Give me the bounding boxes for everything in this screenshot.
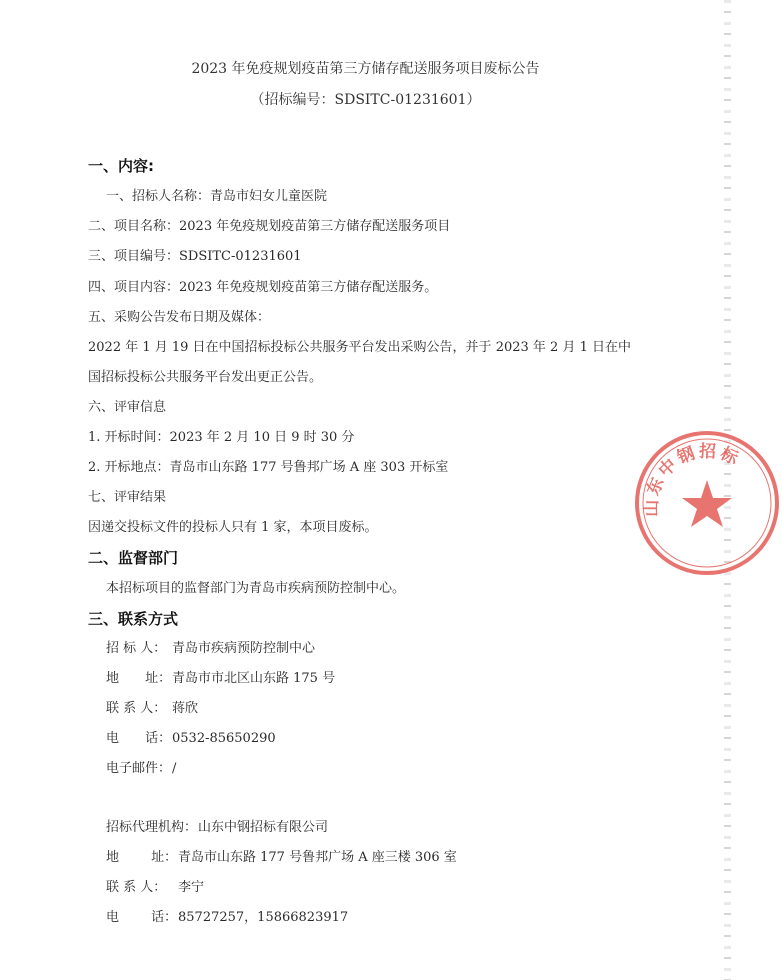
list-item: 国招标投标公共服务平台发出更正公告。 [88,370,323,385]
section-heading-content: 一、内容: [88,157,154,175]
list-item: 因递交投标文件的投标人只有 1 家，本项目废标。 [88,520,378,535]
section-heading-supervision: 二、监督部门 [88,549,179,567]
seal-text: 山东中钢招标 [641,441,744,517]
agency-address-label: 地 址： [106,850,178,865]
email-label: 电子邮件： [106,761,172,776]
list-item: 六、评审信息 [88,400,167,415]
document-title: 2023 年免疫规划疫苗第三方储存配送服务项目废标公告 [191,61,540,77]
tenderer-value: 青岛市疾病预防控制中心 [172,641,316,656]
address-label: 地 址： [106,671,172,686]
contact-label: 联 系 人： [106,701,167,716]
document-subtitle: （招标编号：SDSITC-01231601） [250,92,481,108]
agency-value: 山东中钢招标有限公司 [198,820,329,835]
agency-label: 招标代理机构： [106,820,198,835]
list-item: 2022 年 1 月 19 日在中国招标投标公共服务平台发出采购公告，并于 2023 年 2 月 1 日在中 [88,340,631,355]
agency-phone-value: 85727257，15866823917 [178,910,349,925]
list-item: 七、评审结果 [88,490,167,505]
contact-value: 蒋欣 [172,701,199,716]
agency-phone-label: 电 话： [106,910,178,925]
company-seal [632,428,782,578]
agency-contact-label: 联 系 人： [106,880,167,895]
email-value: / [172,761,177,776]
list-item: 五、采购公告发布日期及媒体： [88,310,271,325]
supervision-text: 本招标项目的监督部门为青岛市疾病预防控制中心。 [106,581,406,596]
list-item: 2. 开标地点：青岛市山东路 177 号鲁邦广场 A 座 303 开标室 [88,460,449,475]
agency-address-value: 青岛市山东路 177 号鲁邦广场 A 座三楼 306 室 [178,850,457,865]
agency-contact-value: 李宁 [178,880,205,895]
address-value: 青岛市市北区山东路 175 号 [172,671,336,686]
seal-star-icon [682,480,732,527]
list-item: 1. 开标时间：2023 年 2 月 10 日 9 时 30 分 [88,430,355,445]
phone-label: 电 话： [106,731,172,746]
list-item: 一、招标人名称：青岛市妇女儿童医院 [106,189,328,204]
tenderer-label: 招 标 人： [106,641,167,656]
section-heading-contact: 三、联系方式 [88,610,179,628]
list-item: 四、项目内容：2023 年免疫规划疫苗第三方储存配送服务。 [88,280,438,295]
list-item: 二、项目名称：2023 年免疫规划疫苗第三方储存配送服务项目 [88,219,451,234]
phone-value: 0532-85650290 [172,731,276,746]
list-item: 三、项目编号：SDSITC-01231601 [88,249,302,264]
